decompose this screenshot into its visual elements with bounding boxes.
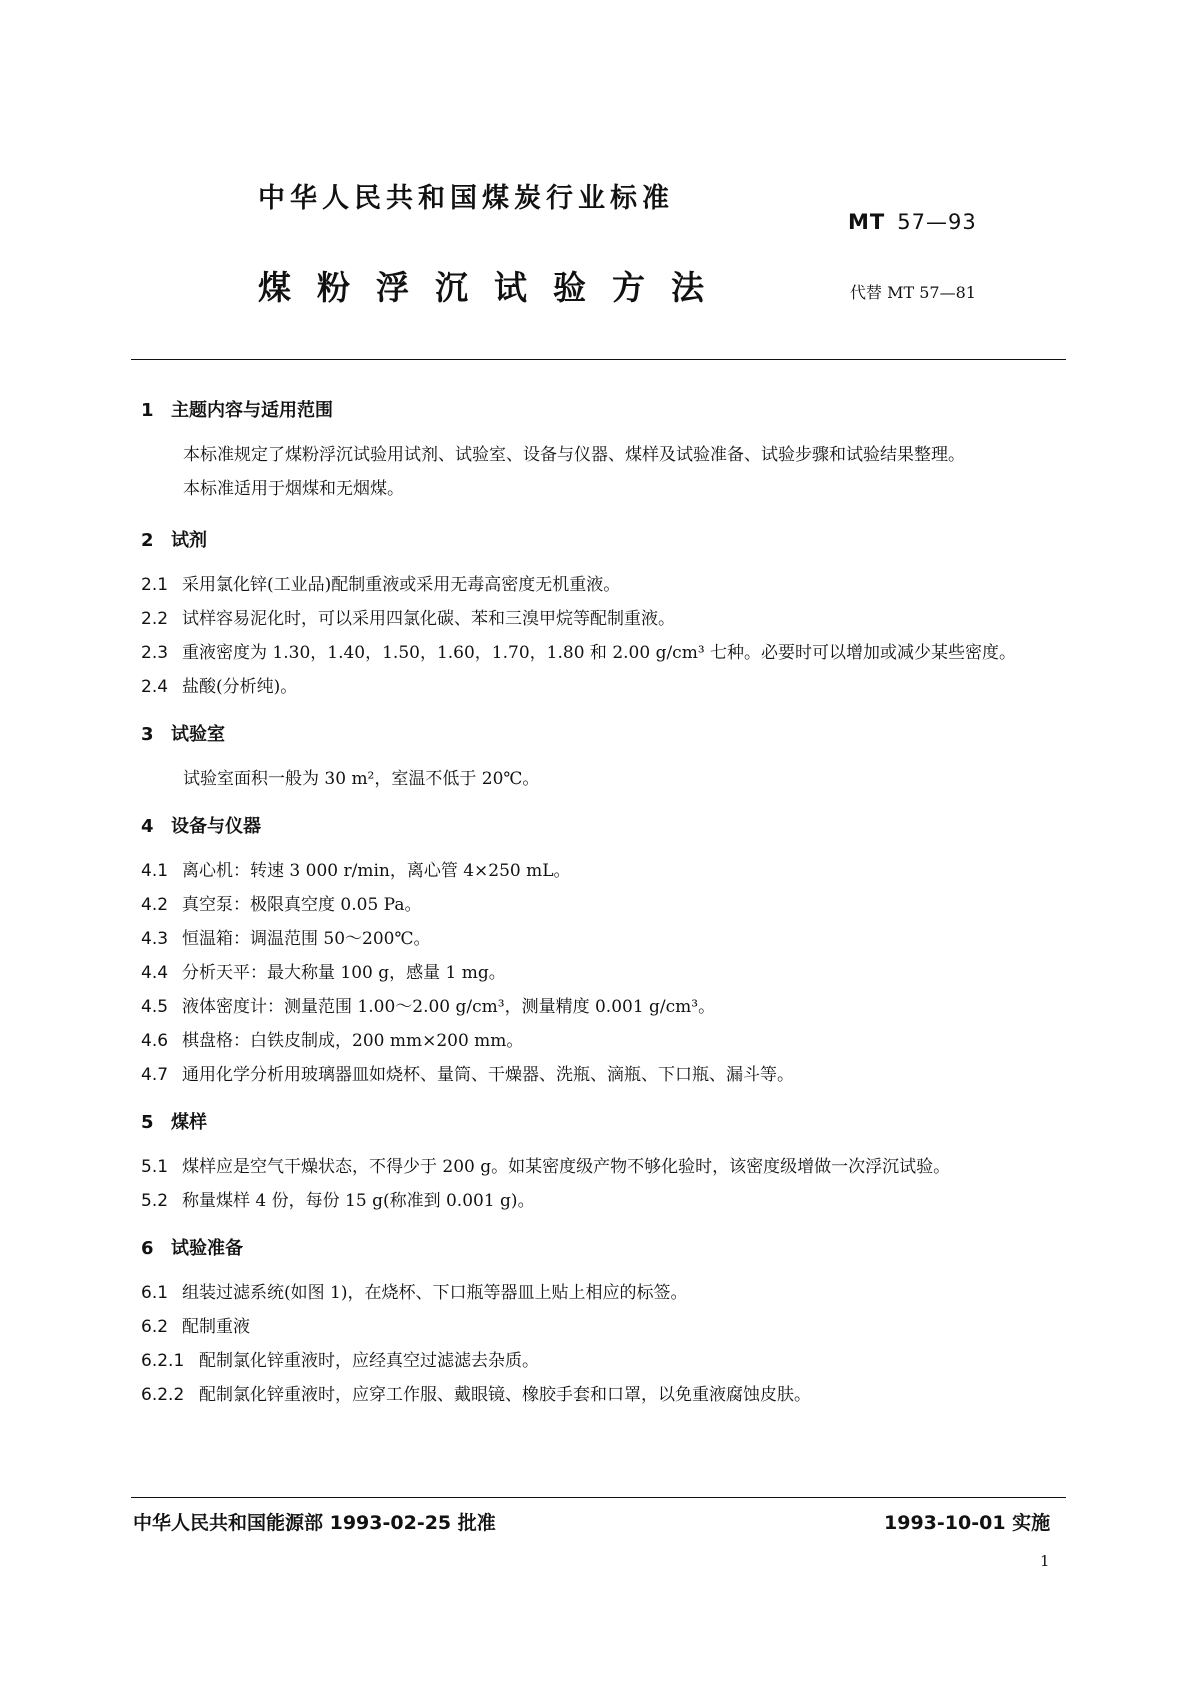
replaces-note: 代替 MT 57—81 xyxy=(850,283,976,302)
clause-item xyxy=(141,1024,1061,1058)
clause-text: 棋盘格：白铁皮制成，200 mm×200 mm。 xyxy=(182,1031,524,1051)
approval-note: 中华人民共和国能源部 1993-02-25 批准 xyxy=(133,1512,496,1534)
clause-item xyxy=(141,888,1061,922)
clause-text: 配制重液 xyxy=(182,1317,250,1337)
clause-number: 6.2.2 xyxy=(141,1385,185,1405)
clause-item xyxy=(141,1378,1061,1412)
section-number: 3 xyxy=(141,724,154,745)
clause-text: 组装过滤系统(如图 1)，在烧杯、下口瓶等器皿上贴上相应的标签。 xyxy=(182,1283,688,1303)
clause-number: 4.2 xyxy=(141,895,169,915)
clause-text: 采用氯化锌(工业品)配制重液或采用无毒高密度无机重液。 xyxy=(182,575,621,595)
section-number: 6 xyxy=(141,1238,154,1259)
clause-number: 2.4 xyxy=(141,677,169,697)
section-heading-4 xyxy=(141,814,1061,840)
clause-text: 配制氯化锌重液时，应穿工作服、戴眼镜、橡胶手套和口罩，以免重液腐蚀皮肤。 xyxy=(199,1385,811,1405)
paragraph: 试验室面积一般为 30 m²，室温不低于 20℃。 xyxy=(183,769,540,789)
clause-item xyxy=(141,990,1061,1024)
section-heading-5 xyxy=(141,1110,1061,1136)
clause-text: 煤样应是空气干燥状态，不得少于 200 g。如某密度级产物不够化验时，该密度级增做一次浮沉试验。 xyxy=(182,1157,951,1177)
standard-type-heading: 中华人民共和国煤炭行业标准 xyxy=(258,183,674,214)
clause-number: 4.5 xyxy=(141,997,169,1017)
section-number: 2 xyxy=(141,530,154,551)
effective-date: 1993-10-01 实施 xyxy=(884,1512,1051,1534)
section-heading-2 xyxy=(141,528,1061,554)
footer-divider xyxy=(131,1497,1066,1498)
clause-number: 5.1 xyxy=(141,1157,169,1177)
clause-item xyxy=(141,568,1061,602)
clause-number: 2.1 xyxy=(141,575,169,595)
clause-item xyxy=(141,1184,1061,1218)
clause-number: 4.3 xyxy=(141,929,169,949)
section-number: 4 xyxy=(141,816,154,837)
section-title: 试验准备 xyxy=(171,1238,243,1259)
clause-text: 称量煤样 4 份，每份 15 g(称准到 0.001 g)。 xyxy=(182,1191,535,1211)
clause-item xyxy=(141,1150,1061,1184)
clause-text: 离心机：转速 3 000 r/min，离心管 4×250 mL。 xyxy=(182,861,571,881)
clause-item xyxy=(141,670,1061,704)
clause-text: 重液密度为 1.30，1.40，1.50，1.60，1.70，1.80 和 2.00 g/cm³ 七种。必要时可以增加或减少某些密度。 xyxy=(182,643,1017,663)
clause-item xyxy=(141,1344,1061,1378)
clause-number: 2.3 xyxy=(141,643,169,663)
clause-number: 4.1 xyxy=(141,861,169,881)
standard-code xyxy=(848,210,977,234)
document-title: 煤粉浮沉试验方法 xyxy=(258,268,730,307)
clause-number: 6.2.1 xyxy=(141,1351,185,1371)
clause-number: 2.2 xyxy=(141,609,169,629)
standard-code-number: 57—93 xyxy=(897,210,977,234)
document-body xyxy=(141,398,1061,1412)
clause-text: 真空泵：极限真空度 0.05 Pa。 xyxy=(182,895,422,915)
section-title: 设备与仪器 xyxy=(171,816,261,837)
section-heading-3 xyxy=(141,722,1061,748)
clause-text: 通用化学分析用玻璃器皿如烧杯、量筒、干燥器、洗瓶、滴瓶、下口瓶、漏斗等。 xyxy=(182,1065,794,1085)
clause-text: 试样容易泥化时，可以采用四氯化碳、苯和三溴甲烷等配制重液。 xyxy=(182,609,675,629)
clause-number: 4.7 xyxy=(141,1065,169,1085)
section-title: 试验室 xyxy=(171,724,225,745)
header-divider xyxy=(131,359,1066,360)
paragraph: 本标准规定了煤粉浮沉试验用试剂、试验室、设备与仪器、煤样及试验准备、试验步骤和试验结果整理。 xyxy=(183,445,965,465)
clause-item xyxy=(141,956,1061,990)
clause-text: 盐酸(分析纯)。 xyxy=(182,677,298,697)
clause-text: 分析天平：最大称量 100 g，感量 1 mg。 xyxy=(182,963,506,983)
clause-number: 6.1 xyxy=(141,1283,169,1303)
section-title: 试剂 xyxy=(171,530,207,551)
page-number: 1 xyxy=(1040,1552,1050,1570)
clause-text: 液体密度计：测量范围 1.00～2.00 g/cm³，测量精度 0.001 g/cm³。 xyxy=(182,997,716,1017)
paragraph: 本标准适用于烟煤和无烟煤。 xyxy=(183,479,404,499)
clause-text: 恒温箱：调温范围 50～200℃。 xyxy=(182,929,431,949)
clause-item xyxy=(141,922,1061,956)
clause-item xyxy=(141,602,1061,636)
clause-number: 4.6 xyxy=(141,1031,169,1051)
standard-code-prefix: MT xyxy=(848,210,886,234)
clause-item xyxy=(141,1276,1061,1310)
section-heading-1 xyxy=(141,398,1061,424)
section-heading-6 xyxy=(141,1236,1061,1262)
section-number: 5 xyxy=(141,1112,154,1133)
clause-text: 配制氯化锌重液时，应经真空过滤滤去杂质。 xyxy=(199,1351,539,1371)
clause-item xyxy=(141,1058,1061,1092)
clause-number: 5.2 xyxy=(141,1191,169,1211)
section-title: 煤样 xyxy=(171,1112,207,1133)
clause-number: 6.2 xyxy=(141,1317,169,1337)
section-number: 1 xyxy=(141,400,154,421)
clause-item xyxy=(141,636,1061,670)
clause-item xyxy=(141,854,1061,888)
clause-number: 4.4 xyxy=(141,963,169,983)
section-title: 主题内容与适用范围 xyxy=(171,400,333,421)
clause-item xyxy=(141,1310,1061,1344)
